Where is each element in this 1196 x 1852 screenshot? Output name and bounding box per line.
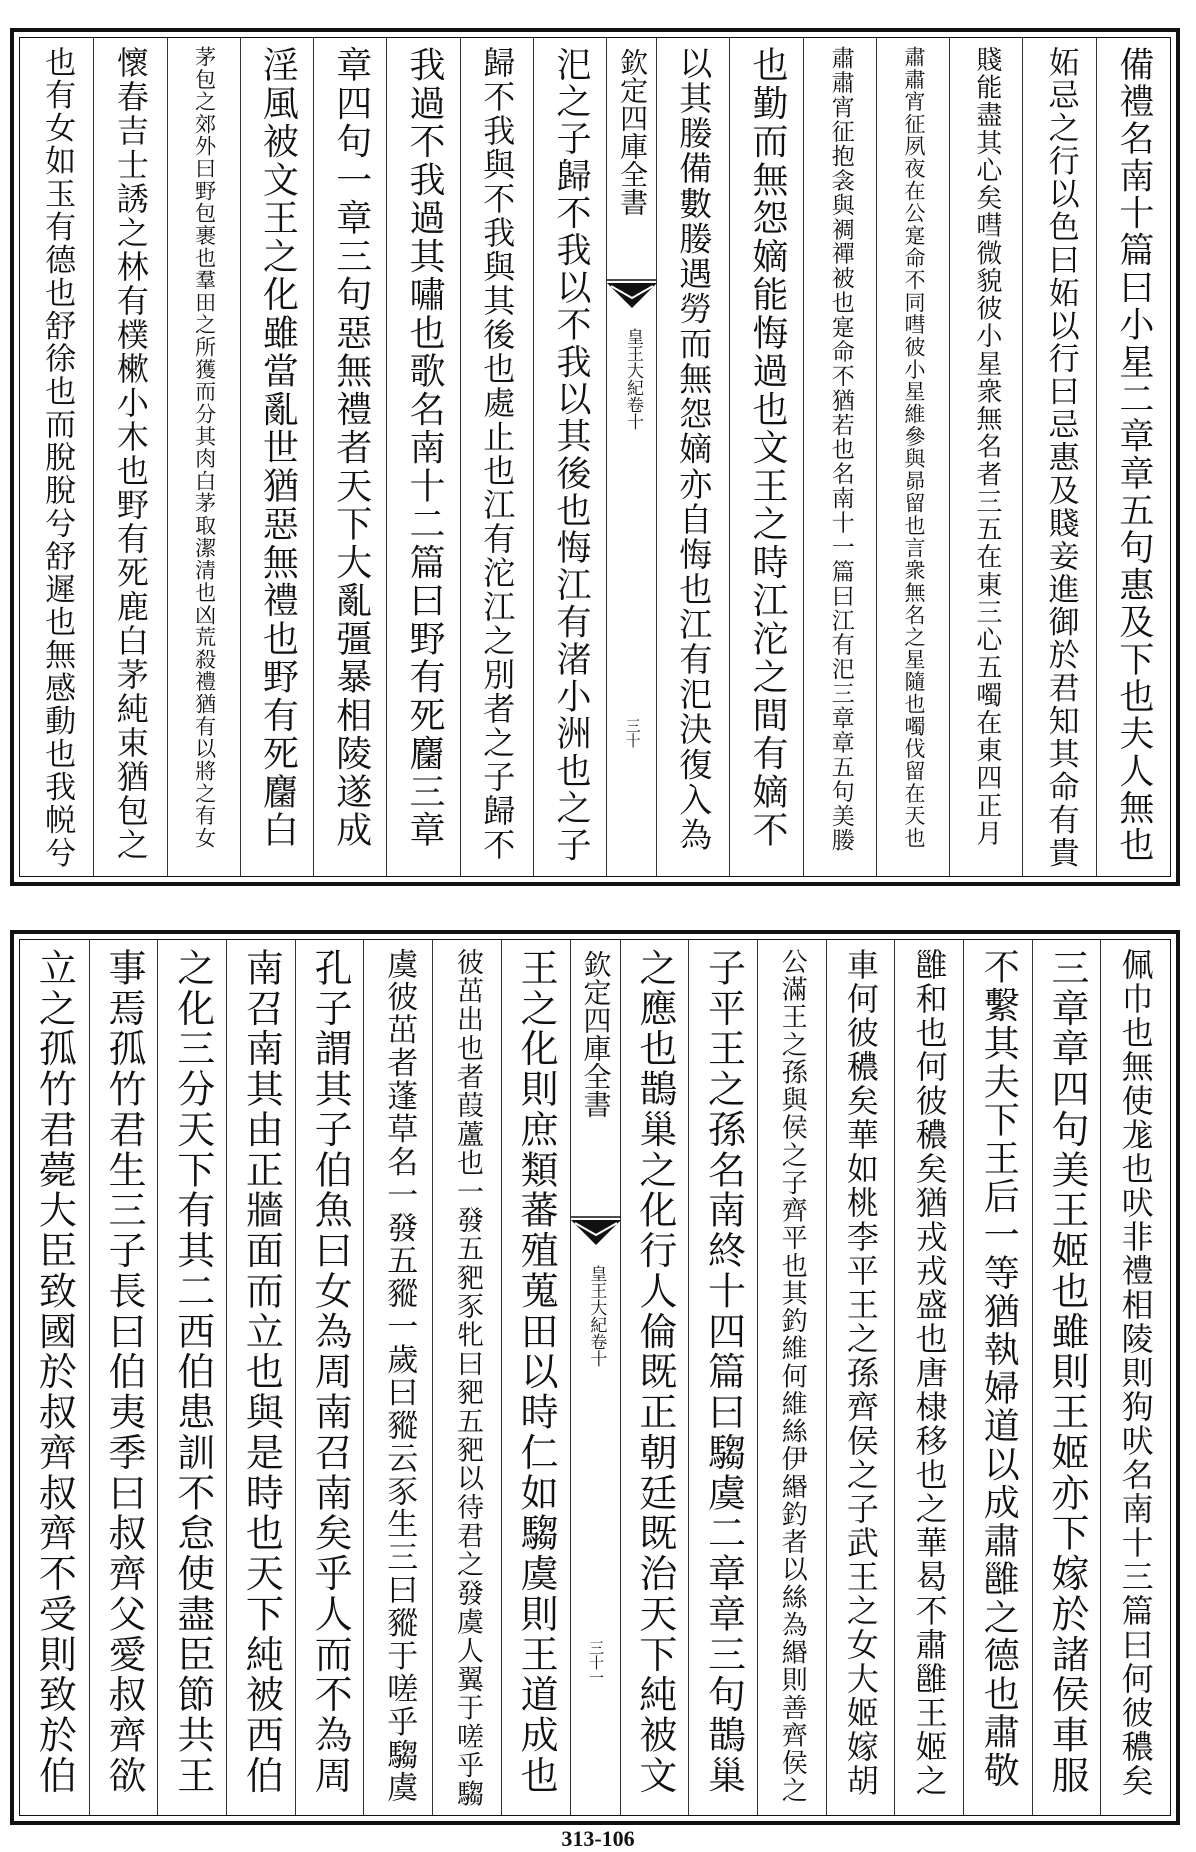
text-column <box>20 38 93 876</box>
text-column <box>157 940 227 1815</box>
text-column <box>894 940 964 1815</box>
text-column <box>501 940 571 1815</box>
column-text: 肅肅宵征抱衾與裯禪被也寔命不猶若也名南十一篇曰江有汜三章章五句美媵 <box>827 46 854 853</box>
bottom-half-page <box>10 930 1180 1825</box>
column-text: 章四句一章三句惡無禮者天下大亂彊暴相陵遂成 <box>330 46 372 850</box>
text-column <box>1022 38 1096 876</box>
text-column <box>729 38 803 876</box>
column-text: 佩巾也無使尨也吠非禮相陵則狗吠名南十三篇曰何彼穠矣 <box>1116 948 1155 1798</box>
column-text: 以其媵備數媵遇勞而無怨嫡亦自悔也江有汜決復入為 <box>674 46 714 853</box>
column-text: 妬忌之行以色曰妬以行曰忌惠及賤妾進御於君知其命有貴 <box>1042 46 1079 870</box>
text-column <box>167 38 241 876</box>
column-text: 歸不我與不我與其後也處止也江有沱江之別者之子歸不 <box>478 46 517 862</box>
column-text: 子平王之孫名南終十四篇曰騶虞二章章三句鵲巢 <box>701 948 746 1796</box>
column-text: 之化三分天下有其二西伯患訓不怠使盡臣節共王 <box>170 948 215 1796</box>
column-text: 孔子謂其子伯魚曰女為周南召南矣乎人而不為周 <box>308 948 353 1796</box>
top-half-page <box>10 28 1180 886</box>
text-column <box>240 38 314 876</box>
text-column <box>1096 38 1170 876</box>
library-title: 欽定四庫全書 <box>579 950 613 1118</box>
column-text: 南召南其由正牆面而立也與是時也天下純被西伯 <box>239 948 284 1796</box>
fishtail-mark-icon <box>607 278 657 310</box>
column-text: 懷春吉士誘之林有樸樕小木也野有死鹿白茅純束猶包之 <box>111 46 150 862</box>
column-text: 三章章四句美王姬也雖則王姬亦下嫁於諸侯車服 <box>1044 948 1089 1796</box>
text-column <box>386 38 460 876</box>
leaf-number: 三十 <box>623 718 642 748</box>
volume-label: 皇王大紀卷十 <box>623 328 644 430</box>
column-text: 事焉孤竹君生三子長曰伯夷季曰叔齊父愛叔齊欲 <box>102 948 147 1796</box>
text-column <box>313 38 387 876</box>
column-text: 我過不我過其嘯也歌名南十二篇曰野有死麕三章 <box>403 46 445 850</box>
column-text: 淫風被文王之化雖當亂世猶惡無禮也野有死麕白 <box>257 46 299 850</box>
text-column <box>226 940 296 1815</box>
column-text: 賤能盡其心矣嘒微貌彼小星衆無名者三五在東三心五噣在東四正月 <box>971 46 1002 848</box>
text-column <box>533 38 607 876</box>
column-text: 茅包之郊外曰野包裹也羣田之所獲而分其肉白茅取潔清也凶荒殺禮猶有以將之有女 <box>192 46 217 850</box>
column-text: 立之孤竹君薨大臣致國於叔齊叔齊不受則致於伯 <box>32 948 77 1796</box>
column-text: 之應也鵲巢之化行人倫既正朝廷既治天下純被文 <box>632 948 677 1796</box>
column-text: 王之化則庶類蕃殖蒐田以時仁如騶虞則王道成也 <box>514 948 559 1796</box>
text-column <box>1032 940 1102 1815</box>
column-text: 肅肅宵征夙夜在公寔命不同嘒彼小星維參與昴留也言衆無名之星隨也噣伐留在天也 <box>902 46 927 850</box>
text-column <box>89 940 159 1815</box>
top-text-columns <box>20 38 1170 876</box>
text-column <box>1100 940 1170 1815</box>
text-column <box>363 940 433 1815</box>
bottom-text-columns <box>20 940 1170 1815</box>
text-column <box>688 940 758 1815</box>
volume-label: 皇王大紀卷十 <box>586 1265 607 1367</box>
column-text: 雝和也何彼穠矣猶戎戎盛也唐棣移也之華曷不肅雝王姬之 <box>910 948 949 1798</box>
text-column <box>757 940 827 1815</box>
text-column <box>826 940 896 1815</box>
text-column <box>803 38 877 876</box>
column-text: 不繫其夫下王后一等猶執婦道以成肅雝之德也肅敬 <box>978 948 1020 1790</box>
text-column <box>295 940 365 1815</box>
column-text: 彼茁出也者葭蘆也一發五豝豕牝曰豝五豝以待君之發虞人翼于嗟乎騶 <box>451 948 483 1809</box>
text-column <box>432 940 502 1815</box>
leaf-number: 三十一 <box>587 1640 605 1685</box>
text-column <box>620 940 690 1815</box>
text-column <box>949 38 1023 876</box>
text-column <box>20 940 89 1815</box>
column-text: 備禮名南十篇曰小星二章章五句惠及下也夫人無也 <box>1113 46 1154 865</box>
text-column <box>876 38 950 876</box>
text-column <box>460 38 534 876</box>
library-title: 欽定四庫全書 <box>616 48 650 216</box>
text-column <box>656 38 730 876</box>
center-fold-strip <box>606 38 657 876</box>
column-text: 公滿王之孫與侯之子齊平也其釣維何維絲伊緡釣者以絲為緡則善齊侯之 <box>777 948 808 1805</box>
column-text: 也勤而無怨嫡能悔過也文王之時江沱之間有嫡不 <box>747 46 789 850</box>
text-column <box>963 940 1033 1815</box>
column-text: 車何彼穠矣華如桃李平王之孫齊侯之子武王之女大姬嫁胡 <box>841 948 880 1798</box>
column-text: 虞彼茁者蓬草名一發五豵一歲曰豵云豕生三曰豵于嗟乎騶虞 <box>381 948 418 1805</box>
column-text: 汜之子歸不我以不我以其後也悔江有渚小洲也之子 <box>550 46 591 865</box>
page-number: 313-106 <box>561 1826 635 1851</box>
column-text: 也有女如玉有德也舒徐也而脫脫兮舒遲也無感動也我帨兮 <box>39 46 76 870</box>
fishtail-mark-icon <box>571 1215 621 1247</box>
center-fold-strip <box>570 940 621 1815</box>
text-column <box>93 38 167 876</box>
